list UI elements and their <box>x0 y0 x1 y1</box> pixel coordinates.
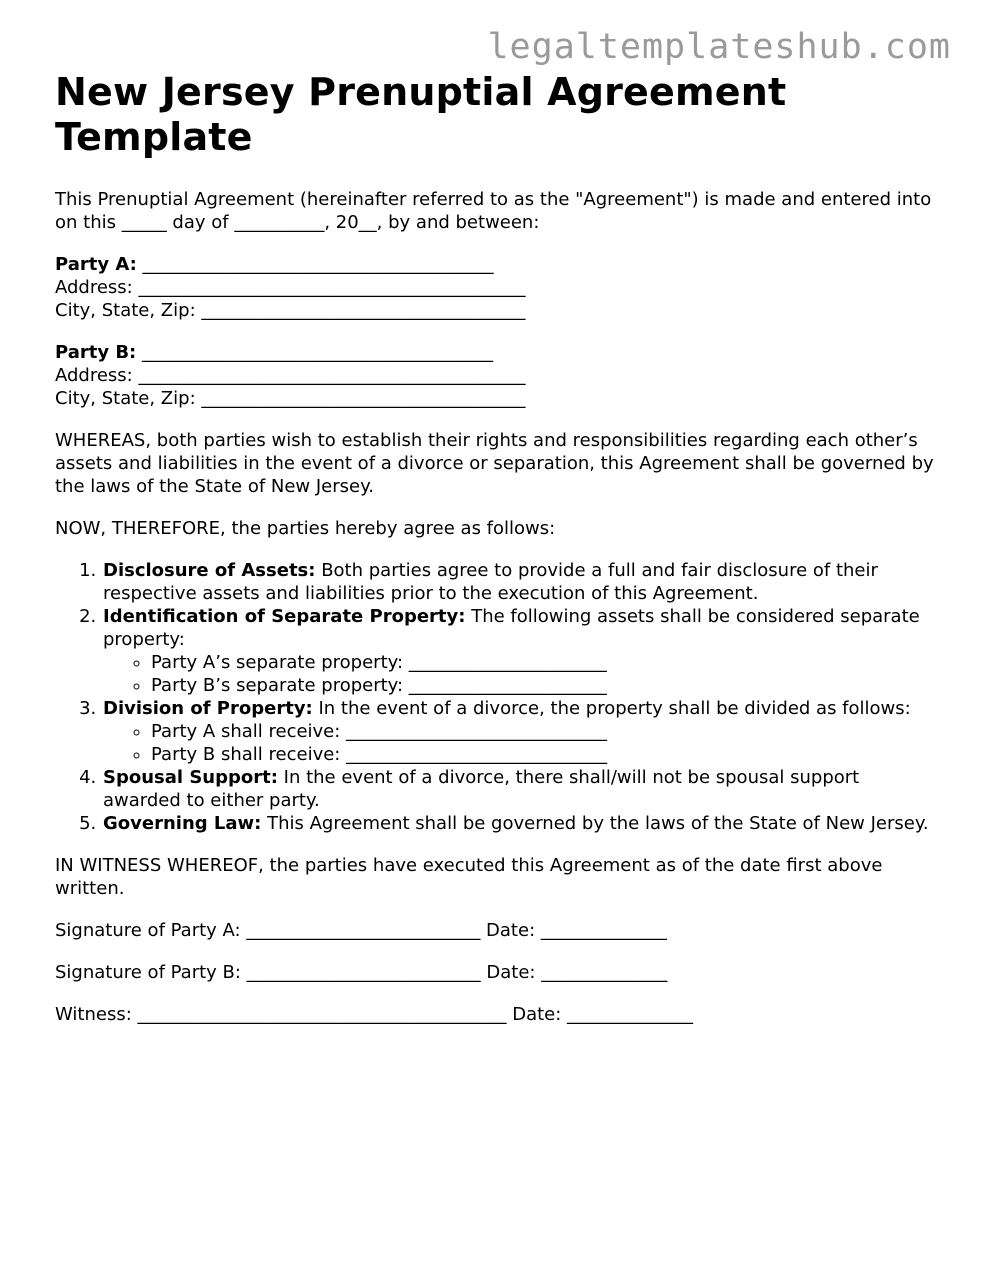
term-heading: Disclosure of Assets: <box>103 560 316 581</box>
whereas-paragraph: WHEREAS, both parties wish to establish their rights and responsibilities regarding each other’s assets and liabilities in the event of a divorce or separation, this Agreement shall be governed by the laws of the State of New Jersey. <box>55 430 934 497</box>
watermark: legaltemplateshub.com <box>487 27 951 67</box>
term-text: Both parties agree to provide a full and fair disclosure of their respective assets and liabilities prior to the execution of this Agreement. <box>103 560 878 604</box>
party-a-address-line: Address: ___________________________________________ <box>55 277 526 298</box>
party-a-name-blank: _______________________________________ <box>136 254 494 275</box>
term-text: This Agreement shall be governed by the laws of the State of New Jersey. <box>261 813 929 834</box>
witness-clause: IN WITNESS WHEREOF, the parties have executed this Agreement as of the date first above written. <box>55 855 883 899</box>
party-b-name-line <box>55 341 935 364</box>
term-item <box>102 605 935 697</box>
term-heading: Governing Law: <box>103 813 262 834</box>
party-b-city-line: City, State, Zip: ____________________________________ <box>55 388 526 409</box>
party-b-address-line: Address: ___________________________________________ <box>55 365 526 386</box>
sub-list-item: ◦ Party A’s separate property: ______________________ <box>151 651 935 674</box>
sub-list <box>103 651 935 697</box>
sub-list-item: ◦ Party B shall receive: _____________________________ <box>151 743 935 766</box>
term-item <box>102 812 935 835</box>
term-text: The following assets shall be considered separate property: <box>103 606 920 650</box>
signature-line-party-b: Signature of Party B: __________________________ Date: ______________ <box>55 962 668 983</box>
document-page <box>55 70 935 1026</box>
terms-list <box>55 559 935 835</box>
party-b-name-blank: _______________________________________ <box>136 342 493 363</box>
sub-list-item: ◦ Party B’s separate property: ______________________ <box>151 674 935 697</box>
sub-list-item: ◦ Party A shall receive: _____________________________ <box>151 720 935 743</box>
term-text: In the event of a divorce, there shall/will not be spousal support awarded to either party. <box>103 767 860 811</box>
term-item <box>102 766 935 812</box>
party-a-label: Party A: <box>55 254 137 275</box>
term-item <box>102 559 935 605</box>
term-heading: Division of Property: <box>103 698 313 719</box>
term-item <box>102 697 935 766</box>
term-heading: Identification of Separate Property: <box>103 606 466 627</box>
term-heading: Spousal Support: <box>103 767 278 788</box>
party-a-city-line: City, State, Zip: ____________________________________ <box>55 300 526 321</box>
party-a-block <box>55 253 935 322</box>
signature-line-witness: Witness: _________________________________________ Date: ______________ <box>55 1004 694 1025</box>
party-a-name-line <box>55 253 935 276</box>
party-b-label: Party B: <box>55 342 137 363</box>
term-text: In the event of a divorce, the property shall be divided as follows: <box>312 698 911 719</box>
now-therefore-paragraph: NOW, THEREFORE, the parties hereby agree as follows: <box>55 518 556 539</box>
party-b-block <box>55 341 935 410</box>
sub-list <box>103 720 935 766</box>
signature-line-party-a: Signature of Party A: __________________________ Date: ______________ <box>55 920 667 941</box>
intro-paragraph: This Prenuptial Agreement (hereinafter referred to as the "Agreement") is made and entered into on this _____ day of __________, 20__, by and between: <box>55 189 932 233</box>
document-title: New Jersey Prenuptial Agreement Template <box>55 70 787 159</box>
